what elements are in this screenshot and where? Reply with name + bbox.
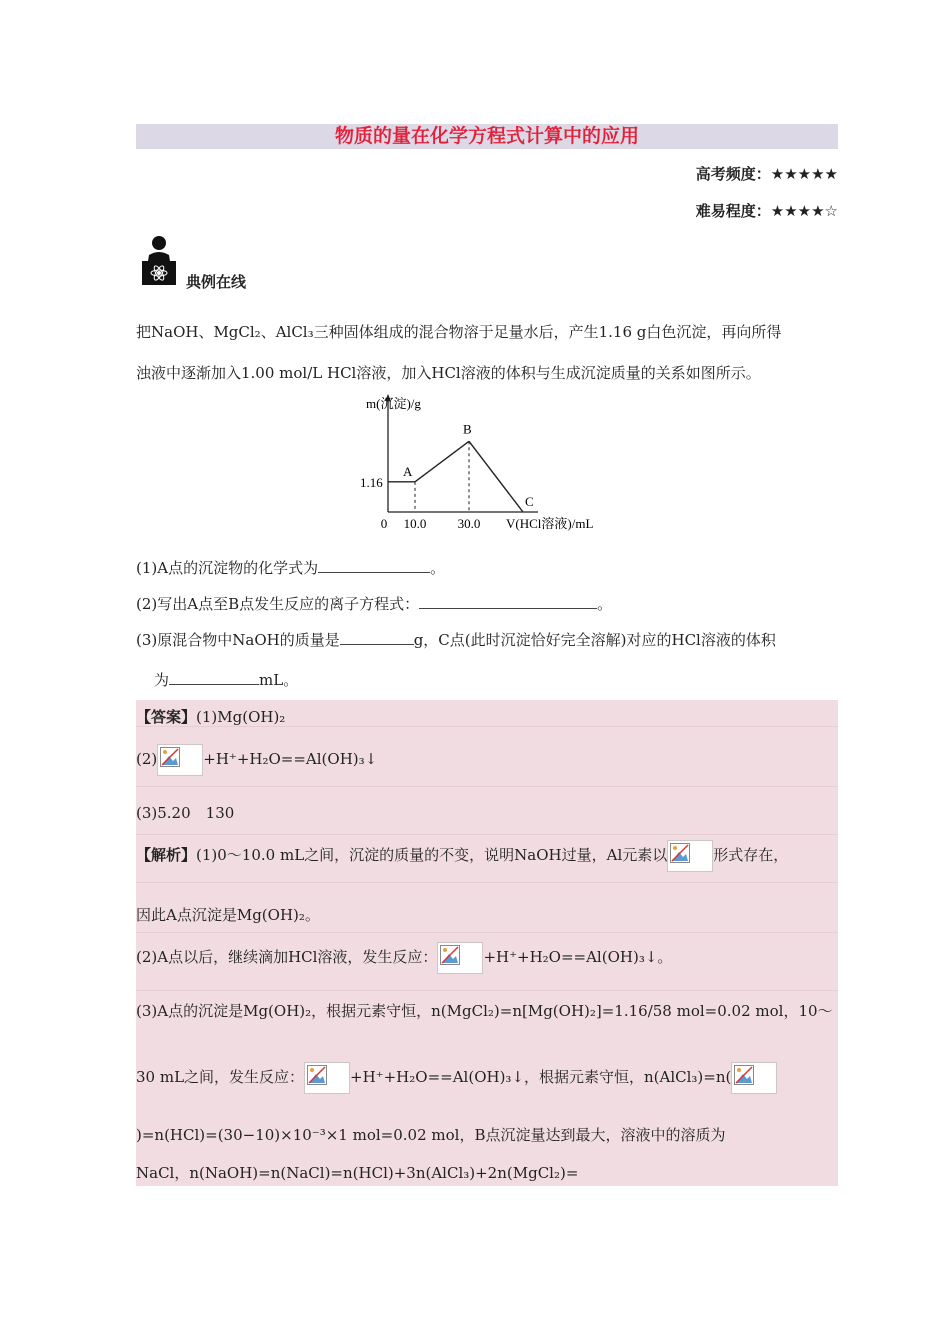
y-axis-label: m(沉淀)/g — [366, 396, 421, 411]
broken-image-icon — [437, 942, 483, 974]
broken-image-icon — [304, 1062, 350, 1094]
question-line-1: 把NaOH、MgCl₂、AlCl₃三种固体组成的混合物溶于足量水后，产生1.16 g白色沉淀，再向所得 — [136, 323, 782, 341]
point-label: B — [463, 421, 472, 437]
question-3: (3)原混合物中NaOH的质量是 g，C点(此时沉淀恰好完全溶解)对应的HCl溶液的体积 — [136, 631, 776, 649]
origin-label: 0 — [380, 516, 388, 531]
analysis-3-line-2: 30 mL之间，发生反应： +H⁺+H₂O==Al(OH)₃↓，根据元素守恒，n(AlCl₃)=n( — [136, 1062, 777, 1094]
series-line-segment — [469, 441, 523, 512]
series-line-segment — [415, 441, 469, 482]
precipitate-chart — [358, 392, 628, 537]
broken-image-icon — [731, 1062, 777, 1094]
answer-1: 【答案】(1)Mg(OH)₂ — [136, 708, 286, 726]
analysis-3-line-3: )=n(HCl)=(30−10)×10⁻³×1 mol=0.02 mol，B点沉淀量达到最大，溶液中的溶质为 — [136, 1126, 726, 1144]
analysis-2: (2)A点以后，继续滴加HCl溶液，发生反应： +H⁺+H₂O==Al(OH)₃↓。 — [136, 942, 672, 974]
point-label: C — [525, 494, 534, 509]
question-3-line-2: 为 mL。 — [154, 671, 299, 689]
broken-image-icon — [667, 840, 713, 872]
frequency-rating: 高考频度：★★★★★ — [695, 165, 838, 183]
x-tick-label: 30.0 — [457, 516, 481, 531]
analysis-3-line-4: NaCl，n(NaOH)=n(NaCl)=n(HCl)+3n(AlCl₃)+2n(MgCl₂)= — [136, 1164, 579, 1182]
question-2: (2)写出A点至B点发生反应的离子方程式： 。 — [136, 595, 613, 613]
page-title: 物质的量在化学方程式计算中的应用 — [334, 125, 639, 147]
point-label: A — [403, 463, 413, 479]
answer-3: (3)5.20 130 — [136, 804, 235, 822]
answer-2: (2) +H⁺+H₂O==Al(OH)₃↓ — [136, 744, 377, 776]
question-line-2: 浊液中逐渐加入1.00 mol/L HCl溶液，加入HCl溶液的体积与生成沉淀质量的关系如图所示。 — [136, 364, 761, 382]
x-tick-label: 10.0 — [403, 516, 427, 531]
y-tick-label: 1.16 — [360, 474, 383, 490]
section-label: 典例在线 — [186, 273, 247, 291]
broken-image-icon — [157, 744, 203, 776]
x-axis-label: V(HCl溶液)/mL — [506, 516, 594, 531]
analysis-3-line-1: (3)A点的沉淀是Mg(OH)₂，根据元素守恒，n(MgCl₂)=n[Mg(OH)₂]=1.16/58 mol=0.02 mol，10～ — [136, 1002, 833, 1020]
question-1: (1)A点的沉淀物的化学式为 。 — [136, 559, 446, 577]
analysis-1: 【解析】(1)0～10.0 mL之间，沉淀的质量的不变，说明NaOH过量，Al元素以 形式存在， — [136, 840, 788, 872]
analysis-1-cont: 因此A点沉淀是Mg(OH)₂。 — [136, 906, 320, 924]
teacher-icon — [140, 235, 180, 287]
difficulty-rating: 难易程度：★★★★☆ — [695, 202, 838, 220]
